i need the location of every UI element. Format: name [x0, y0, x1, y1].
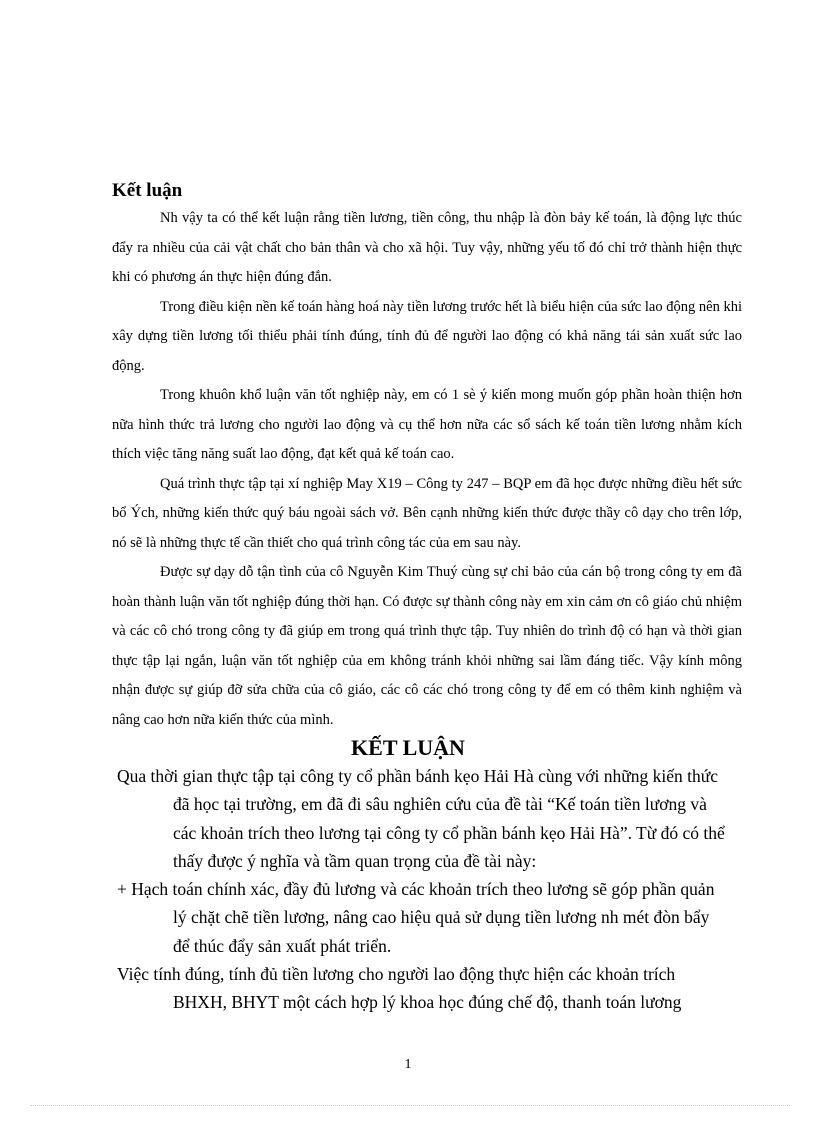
paragraph: Việc tính đúng, tính đủ tiền lương cho người lao động thực hiện các khoản trích BHXH, BHYT một cách hợp lý khoa học đúng chế độ, thanh toán lương	[117, 964, 682, 1013]
paragraph: Nh vậy ta có thể kết luận rằng tiền lương, tiền công, thu nhập là đòn bảy kế toán, là động lực thúc đẩy ra nhiều của cải vật chất cho bản thân và cho xã hội. Tuy vậy, những yếu tố đó chỉ trở thành hiện thực khi có phương án thực hiện đúng đắn.	[112, 210, 742, 285]
conclusion-section-1	[112, 178, 742, 735]
paragraph: Trong khuôn khổ luận văn tốt nghiệp này, em có 1 sè ý kiến mong muốn góp phần hoàn thiện hơn nữa hình thức trả lương cho người lao động và cụ thể hơn nữa các sổ sách kế toán tiền lương nhằm kích thích việc tăng năng suất lao động, đạt kết quả kế toán cao.	[112, 387, 742, 462]
conclusion-section-2	[117, 762, 729, 1017]
footer-divider	[30, 1105, 790, 1106]
paragraph: Được sự dạy dỗ tận tình của cô Nguyễn Kim Thuý cùng sự chỉ bảo của cán bộ trong công ty em đã hoàn thành luận văn tốt nghiệp đúng thời hạn. Có được sự thành công này em xin cảm ơn cô giáo chủ nhiệm và các cô chó trong công ty đã giúp em trong quá trình thực tập. Tuy nhiên do trình độ có hạn và thời gian thực tập lại ngắn, luận văn tốt nghiệp của em không tránh khỏi những sai lầm đáng tiếc. Vậy kính mông nhận được sự giúp đỡ sửa chữa của cô giáo, các cô các chó trong công ty để em có thêm kinh nghiệm và nâng cao hơn nữa kiến thức của mình.	[112, 564, 742, 728]
section-heading: Kết luận	[112, 180, 183, 201]
paragraph: Qua thời gian thực tập tại công ty cổ phần bánh kẹo Hải Hà cùng với những kiến thức đã học tại trường, em đã đi sâu nghiên cứu của đề tài “Kế toán tiền lương và các khoản trích theo lương tại công ty cổ phần bánh kẹo Hải Hà”. Từ đó có thể thấy được ý nghĩa và tầm quan trọng của đề tài này:	[117, 766, 725, 871]
page-number: 1	[404, 1057, 412, 1072]
main-heading: KẾT LUẬN	[351, 735, 465, 760]
paragraph: Trong điều kiện nền kế toán hàng hoá này tiền lương trước hết là biểu hiện của sức lao động nên khi xây dựng tiền lương tối thiểu phải tính đúng, tính đủ để người lao động có khả năng tái sản xuất sức lao động.	[112, 298, 742, 374]
bullet-paragraph: + Hạch toán chính xác, đầy đủ lương và các khoản trích theo lương sẽ góp phần quản lý chặt chẽ tiền lương, nâng cao hiệu quả sử dụng tiền lương nh mét đòn bẩy để thúc đẩy sản xuất phát triển.	[117, 879, 715, 956]
paragraph: Quá trình thực tập tại xí nghiệp May X19 – Công ty 247 – BQP em đã học được những điều hết sức bổ Ých, những kiến thức quý báu ngoài sách vở. Bên cạnh những kiến thức được thầy cô dạy cho trên lớp, nó sẽ là những thực tế cần thiết cho quá trình công tác của em sau này.	[112, 475, 742, 551]
